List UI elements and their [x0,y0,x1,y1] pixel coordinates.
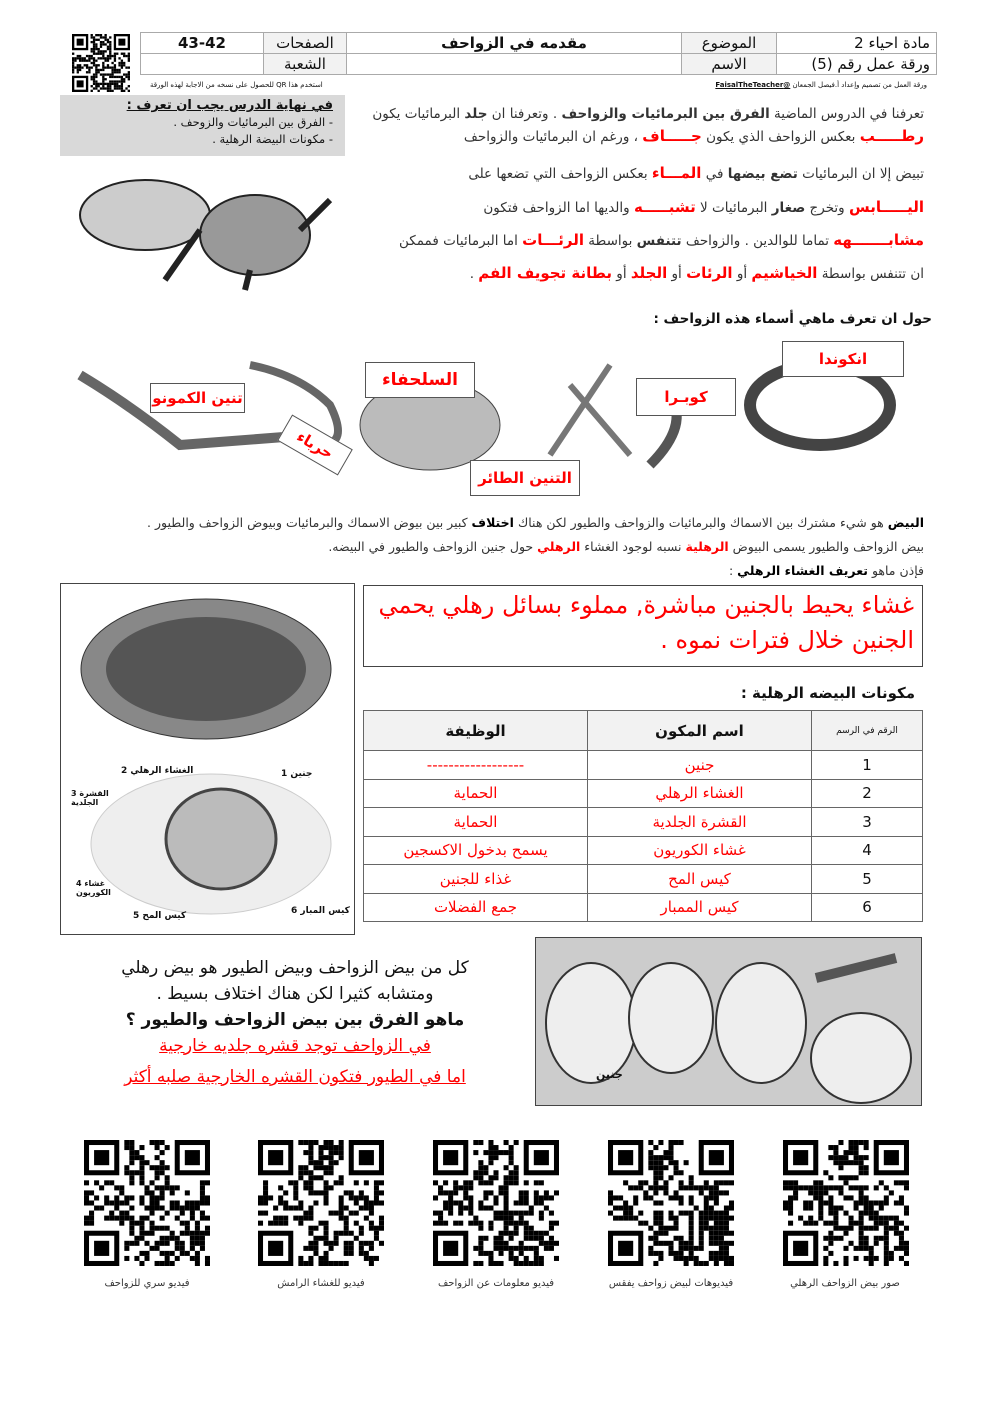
component-row [364,865,923,894]
label-anaconda: انكوندا [782,341,904,377]
pages-label: الصفحات [264,33,347,54]
intro-line-6: ان تتنفس بواسطة الخياشيم أو الرئات أو الجلد أو بطانة تجويف الفم . [469,264,924,282]
qr-code-link-2[interactable] [608,1140,734,1266]
frog-turtle-illustration [70,160,335,295]
objectives-title: في نهاية الدرس يجب ان تعرف : [126,98,333,113]
qr-caption: فيديو معلومات عن الزواحف [437,1278,555,1289]
qr-code-link-3[interactable] [433,1140,559,1266]
name-field[interactable] [347,54,682,75]
component-row [364,751,923,780]
diagram-label-5: 5 كيس المح [133,911,187,921]
intro-line-5: مشابـــــــهه تماما للوالدين . والزواحف تتنفس بواسطة الرئـــات اما البرمائيات فممكن [398,231,924,249]
embryo-label: جنين [596,1068,623,1081]
eggs-line-3: فإذن ماهو تعريف الغشاء الرهلي : [728,563,924,578]
component-function: جمع الفضلات [364,893,588,922]
col-number: الرقم في الرسم [812,711,923,751]
qr-caption: صور بيض الزواحف الرهلي [790,1278,900,1289]
amnion-definition: غشاء يحيط بالجنين مباشرة, مملوء بسائل رهلي يحمي الجنين خلال فترات نموه . [363,585,923,667]
diagram-label-1: 1 جنين [281,769,313,779]
component-function: الحماية [364,808,588,837]
comparison [95,955,495,1090]
section-field[interactable] [141,54,264,75]
comparison-text-1: كل من بيض الزواحف وبيض الطيور هو بيض رهلي [121,958,469,978]
diagram-label-6: 6 كيس المبار [291,906,350,916]
credit-text: ورقة العمل من تصميم وإعداد أ.فيصل الجمعان [792,81,927,89]
components-table [363,710,923,922]
objectives-box [60,95,345,156]
qr-caption: فيديوهات لبيض زواحف يفقس [608,1278,734,1289]
components-title: مكونات البيضه الرهلية : [740,684,915,702]
comparison-answer-2: اما في الطيور فتكون القشره الخارجية صلبه أكثر [124,1067,466,1087]
row-number: 2 [812,779,923,808]
intro-line-3: تبيض إلا ان البرمائيات تضع بيضها في المـــاء بعكس الزواحف التي تضعها على [468,164,924,182]
name-label: الاسم [682,54,777,75]
diagram-label-2: 2 الغشاء الرهلي [121,766,194,776]
component-function: الحماية [364,779,588,808]
comparison-answer-1: في الزواحف توجد قشره جلديه خارجية [159,1036,431,1056]
component-name: كيس المح [588,865,812,894]
label-komodo: تنين الكمونو [150,383,245,413]
component-row [364,779,923,808]
label-turtle: السلحفاء [365,362,475,398]
eggs-line-1: البيض هو شيء مشترك بين الاسماك والبرمائيات والزواحف والطيور لكن هناك اختلاف كبير بين بيوض الاسماك والبرمائيات وبيوض الزواحف والطيور . [147,515,924,530]
diagram-label-3: 3 القشرة الجلدية [71,789,109,807]
pages-value: 43-42 [141,33,264,54]
worksheet-number: ورقة عمل رقم (5) [777,54,937,75]
section-label: الشعبة [264,54,347,75]
comparison-text-2: ومتشابه كثيرا لكن هناك اختلاف بسيط . [156,984,434,1004]
label-flying-dragon: التنين الطائر [470,460,580,496]
header-table [140,32,937,75]
row-number: 4 [812,836,923,865]
row-number: 6 [812,893,923,922]
component-name: القشرة الجلدية [588,808,812,837]
qr-code-link-1[interactable] [783,1140,909,1266]
objective-item: - الفرق بين البرمائيات والزوحف . [173,115,333,129]
topic-value: مقدمه في الزواحف [347,33,682,54]
qr-note: استخدم هذا QR للحصول على نسخه من الاجابة لهذه الورقة [150,81,323,89]
intro-line-1: تعرفنا في الدروس الماضية الفرق بين البرمائيات والزواحف . وتعرفنا ان جلد البرمائيات يكون [372,106,924,122]
component-row [364,893,923,922]
component-name: غشاء الكوريون [588,836,812,865]
intro-line-4: اليـــــابس وتخرج صغار البرمائيات لا تشبـــــه والديها اما الزواحف فتكون [483,198,924,216]
component-row [364,808,923,837]
credit-handle[interactable]: @FaisalTheTeacher [715,81,791,89]
credit [715,81,927,89]
answer-qr-code[interactable] [72,34,130,92]
amniotic-egg-figure [60,583,355,935]
intro-line-2: رطـــــب بعكس الزواحف الذي يكون جـــــاف ، ورغم ان البرمائيات والزواحف [463,127,924,145]
row-number: 5 [812,865,923,894]
component-name: الغشاء الرهلي [588,779,812,808]
component-name: كيس الممبار [588,893,812,922]
comparison-question: ماهو الفرق بين بيض الزواحف والطيور ؟ [125,1010,465,1030]
qr-caption: فيديو للغشاء الرامش [277,1278,365,1289]
qr-code-link-4[interactable] [258,1140,384,1266]
eggs-line-2: بيض الزواحف والطيور يسمى البيوض الرهلية نسبه لوجود الغشاء الرهلي حول جنين الزواحف والطيور في البيضه. [328,539,924,554]
component-function: ------------------ [364,751,588,780]
reptiles-heading: حول ان تعرف ماهي أسماء هذه الزواحف : [653,311,932,327]
qr-caption: فيديو سري للزواحف [104,1278,190,1289]
row-number: 1 [812,751,923,780]
component-function: يسمح بدخول الاكسجين [364,836,588,865]
objective-item: - مكونات البيضة الرهلية . [212,132,333,146]
label-chameleon: حرباء [277,415,353,476]
qr-code-link-5[interactable] [84,1140,210,1266]
col-function: الوظيفة [364,711,588,751]
subject: مادة احياء 2 [777,33,937,54]
component-name: جنين [588,751,812,780]
component-row [364,836,923,865]
label-cobra: كوبـرا [636,378,736,416]
component-function: غذاء للجنين [364,865,588,894]
topic-label: الموضوع [682,33,777,54]
egg-development-figure [535,937,922,1106]
col-name: اسم المكون [588,711,812,751]
diagram-label-4: 4 غشاء الكوريون [76,879,111,897]
row-number: 3 [812,808,923,837]
